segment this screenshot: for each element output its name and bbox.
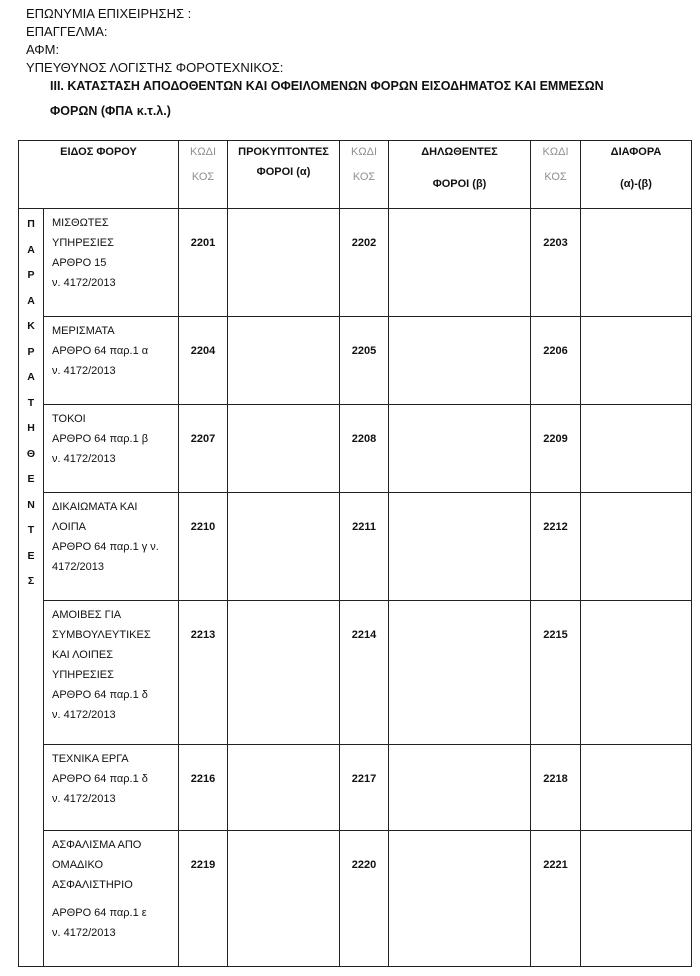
- tax-article: ΑΡΘΡΟ 15: [52, 257, 107, 269]
- tax-law: 4172/2013: [52, 561, 104, 573]
- side-letter: Ρ: [27, 345, 35, 358]
- tax-law: ν. 4172/2013: [52, 365, 116, 377]
- resulting-tax-cell[interactable]: [228, 405, 340, 493]
- tax-description: [44, 493, 179, 601]
- table-row: [19, 405, 692, 493]
- header-tax-type-text: ΕΙΔΟΣ ΦΟΡΟΥ: [60, 146, 137, 158]
- tax-name-line: ΤΕΧΝΙΚΑ ΕΡΓΑ: [52, 753, 129, 765]
- tax-law: ν. 4172/2013: [52, 453, 116, 465]
- table-row: [19, 601, 692, 745]
- side-letter: Α: [27, 294, 35, 307]
- tax-name-line: ΥΠΗΡΕΣΙΕΣ: [52, 237, 114, 249]
- tax-law: ν. 4172/2013: [52, 709, 116, 721]
- tax-article: ΑΡΘΡΟ 64 παρ.1 α: [52, 345, 149, 357]
- code-difference: 2218: [531, 745, 581, 831]
- header-code-text: ΚΩΔΙ: [351, 146, 377, 158]
- code-difference: 2203: [531, 209, 581, 317]
- side-letter: Ε: [27, 549, 35, 562]
- difference-cell[interactable]: [581, 405, 692, 493]
- tax-description: [44, 831, 179, 967]
- table-row: [19, 209, 692, 317]
- header-resulting-taxes: [228, 141, 340, 209]
- code-declared: 2208: [340, 405, 389, 493]
- difference-cell[interactable]: [581, 601, 692, 745]
- header-difference-text: ΔΙΑΦΟΡΑ: [610, 146, 662, 158]
- header-resulting-text: ΦΟΡΟΙ (α): [256, 166, 311, 178]
- table-row: [19, 493, 692, 601]
- header-code-text: ΚΟΣ: [191, 171, 215, 183]
- declared-tax-cell[interactable]: [389, 601, 531, 745]
- tax-name-line: ΜΕΡΙΣΜΑΤΑ: [52, 325, 115, 337]
- resulting-tax-cell[interactable]: [228, 745, 340, 831]
- code-resulting: 2210: [179, 493, 228, 601]
- side-letter: Τ: [27, 396, 35, 409]
- tax-table: [18, 140, 692, 967]
- code-difference: 2221: [531, 831, 581, 967]
- side-letter: Ν: [27, 498, 35, 511]
- side-letter: Τ: [27, 524, 35, 536]
- tax-description: [44, 405, 179, 493]
- code-difference: 2212: [531, 493, 581, 601]
- header-declared-text: ΦΟΡΟΙ (β): [432, 178, 487, 190]
- header-resulting-text: ΠΡΟΚΥΠΤΟΝΤΕΣ: [238, 146, 329, 158]
- tax-name-line: ΑΜΟΙΒΕΣ ΓΙΑ: [52, 609, 122, 621]
- header-declared-text: ΔΗΛΩΘΕΝΤΕΣ: [421, 146, 498, 158]
- resulting-tax-cell[interactable]: [228, 831, 340, 967]
- code-declared: 2202: [340, 209, 389, 317]
- side-letter: Α: [27, 243, 35, 256]
- declared-tax-cell[interactable]: [389, 405, 531, 493]
- resulting-tax-cell[interactable]: [228, 317, 340, 405]
- header-declared-taxes: [389, 141, 531, 209]
- table-row: [19, 831, 692, 967]
- difference-cell[interactable]: [581, 317, 692, 405]
- header-code-2: [340, 141, 389, 209]
- resulting-tax-cell[interactable]: [228, 601, 340, 745]
- code-resulting: 2201: [179, 209, 228, 317]
- declared-tax-cell[interactable]: [389, 745, 531, 831]
- side-letter: Σ: [27, 575, 35, 587]
- header-code-text: ΚΟΣ: [544, 171, 567, 183]
- tax-name-line: ΥΠΗΡΕΣΙΕΣ: [52, 669, 114, 681]
- tax-description: [44, 601, 179, 745]
- code-declared: 2214: [340, 601, 389, 745]
- code-declared: 2205: [340, 317, 389, 405]
- tax-description: [44, 317, 179, 405]
- header-code-3: [531, 141, 581, 209]
- code-declared: 2217: [340, 745, 389, 831]
- tax-article: ΑΡΘΡΟ 64 παρ.1 δ: [52, 689, 148, 701]
- tax-name-line: ΑΣΦΑΛΙΣΤΗΡΙΟ: [52, 879, 133, 891]
- code-resulting: 2219: [179, 831, 228, 967]
- header-difference: [581, 141, 692, 209]
- code-resulting: 2204: [179, 317, 228, 405]
- tax-name-line: ΚΑΙ ΛΟΙΠΕΣ: [52, 649, 113, 661]
- difference-cell[interactable]: [581, 209, 692, 317]
- header-code-text: ΚΩΔΙ: [190, 146, 216, 158]
- side-letter: Π: [27, 218, 35, 230]
- company-name-label: ΕΠΩΝΥΜΙΑ ΕΠΙΧΕΙΡΗΣΗΣ :: [26, 6, 192, 21]
- resulting-tax-cell[interactable]: [228, 209, 340, 317]
- code-difference: 2206: [531, 317, 581, 405]
- code-resulting: 2213: [179, 601, 228, 745]
- side-letter: Θ: [26, 447, 36, 460]
- tax-article: ΑΡΘΡΟ 64 παρ.1 δ: [52, 773, 148, 785]
- difference-cell[interactable]: [581, 493, 692, 601]
- table-row: [19, 745, 692, 831]
- tax-name-line: ΔΙΚΑΙΩΜΑΤΑ ΚΑΙ: [52, 501, 138, 513]
- side-letter: Ρ: [27, 269, 35, 281]
- side-label-parakratithentes: [19, 209, 44, 967]
- difference-cell[interactable]: [581, 745, 692, 831]
- profession-label: ΕΠΑΓΓΕΛΜΑ:: [26, 24, 108, 39]
- side-letter: Η: [27, 422, 35, 434]
- difference-cell[interactable]: [581, 831, 692, 967]
- tax-article: ΑΡΘΡΟ 64 παρ.1 β: [52, 433, 149, 445]
- code-resulting: 2207: [179, 405, 228, 493]
- tax-law: ν. 4172/2013: [52, 927, 116, 939]
- side-letter: Ε: [27, 473, 35, 485]
- side-letter: Α: [27, 371, 35, 383]
- tax-description: [44, 745, 179, 831]
- tax-law: ν. 4172/2013: [52, 793, 116, 805]
- table-row: [19, 317, 692, 405]
- tax-name-line: ΜΙΣΘΩΤΕΣ: [52, 217, 109, 229]
- tax-name-line: ΤΟΚΟΙ: [52, 413, 86, 425]
- accountant-label: ΥΠΕΥΘΥΝΟΣ ΛΟΓΙΣΤΗΣ ΦΟΡΟΤΕΧΝΙΚΟΣ:: [26, 60, 284, 75]
- tax-article: ΑΡΘΡΟ 64 παρ.1 ε: [52, 907, 147, 919]
- declared-tax-cell[interactable]: [389, 831, 531, 967]
- tax-law: ν. 4172/2013: [52, 277, 116, 289]
- section-title-line1: ΙΙΙ. ΚΑΤΑΣΤΑΣΗ ΑΠΟΔΟΘΕΝΤΩΝ ΚΑΙ ΟΦΕΙΛΟΜΕΝΩΝ ΦΟΡΩΝ ΕΙΣΟΔΗΜΑΤΟΣ ΚΑΙ ΕΜΜΕΣΩΝ: [50, 79, 604, 93]
- table-header-row: [19, 141, 692, 209]
- tax-name-line: ΛΟΙΠΑ: [52, 521, 87, 533]
- header-code-1: [179, 141, 228, 209]
- code-difference: 2215: [531, 601, 581, 745]
- header-difference-text: (α)-(β): [620, 178, 652, 190]
- tax-name-line: ΣΥΜΒΟΥΛΕΥΤΙΚΕΣ: [52, 629, 151, 641]
- tax-description: [44, 209, 179, 317]
- section-title-line2: ΦΟΡΩΝ (ΦΠΑ κ.τ.λ.): [50, 104, 171, 118]
- header-code-text: ΚΩΔΙ: [542, 146, 569, 158]
- declared-tax-cell[interactable]: [389, 493, 531, 601]
- header-code-text: ΚΟΣ: [352, 171, 376, 183]
- resulting-tax-cell[interactable]: [228, 493, 340, 601]
- code-declared: 2220: [340, 831, 389, 967]
- declared-tax-cell[interactable]: [389, 209, 531, 317]
- declared-tax-cell[interactable]: [389, 317, 531, 405]
- code-resulting: 2216: [179, 745, 228, 831]
- tax-article: ΑΡΘΡΟ 64 παρ.1 γ ν.: [52, 541, 159, 553]
- afm-label: ΑΦΜ:: [26, 42, 60, 57]
- tax-name-line: ΑΣΦΑΛΙΣΜΑ ΑΠΟ: [52, 839, 142, 851]
- side-letter: Κ: [27, 320, 35, 332]
- code-declared: 2211: [340, 493, 389, 601]
- code-difference: 2209: [531, 405, 581, 493]
- tax-name-line: ΟΜΑΔΙΚΟ: [52, 859, 104, 871]
- header-tax-type: [19, 141, 179, 209]
